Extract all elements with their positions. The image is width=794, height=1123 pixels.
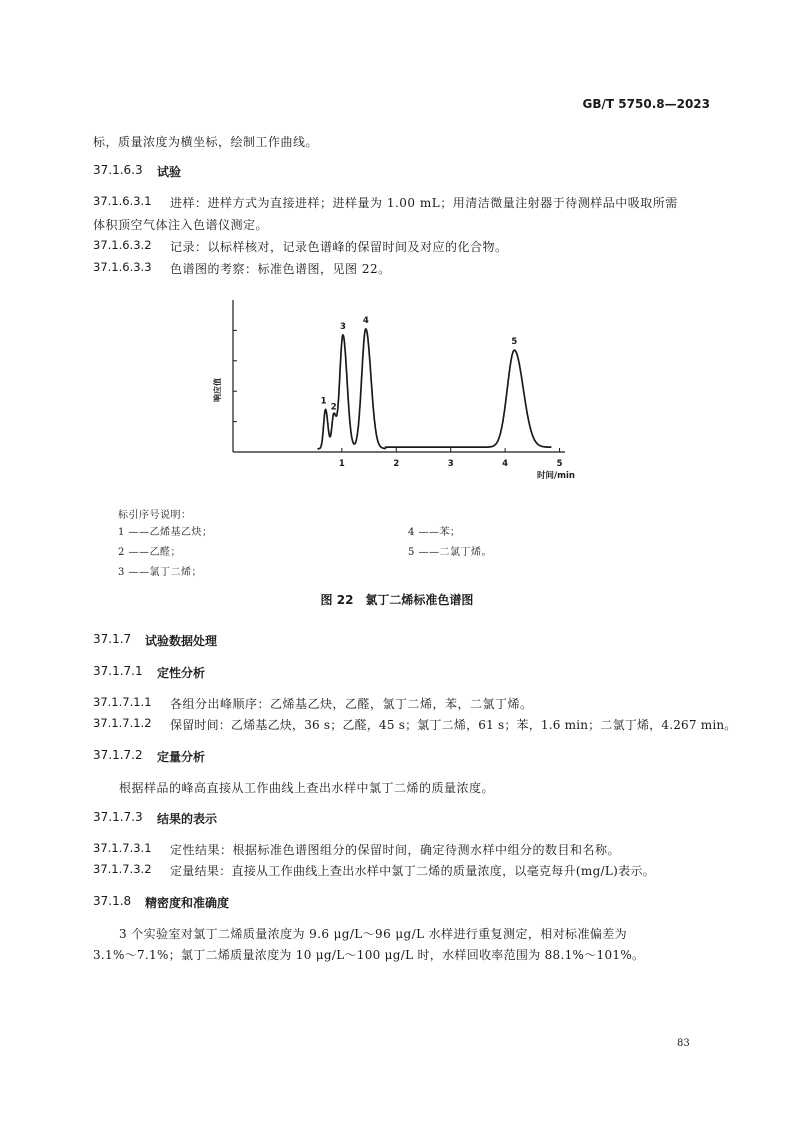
section-3717-number: 37.1.7 xyxy=(93,632,132,646)
section-37173-title: 结果的表示 xyxy=(157,812,218,826)
clause-371712-text: 保留时间：乙烯基乙炔，36 s；乙醛，45 s；氯丁二烯，61 s；苯，1.6 min；二氯丁烯，4.267 min。 xyxy=(170,718,737,732)
x-tick-label: 2 xyxy=(393,459,400,469)
legend-title: 标引序号说明： xyxy=(118,510,192,521)
quantitative-analysis-text: 根据样品的峰高直接从工作曲线上查出水样中氯丁二烯的质量浓度。 xyxy=(119,781,495,795)
page-number: 83 xyxy=(677,1038,690,1049)
section-37172-number: 37.1.7.2 xyxy=(93,748,143,762)
clause-371631-line1: 进样：进样方式为直接进样；进样量为 1.00 mL；用清洁微量注射器于待测样品中吸取所需 xyxy=(170,196,678,210)
x-tick-label: 4 xyxy=(502,459,509,469)
y-axis-label: 响应值 xyxy=(213,378,222,402)
clause-371711-text: 各组分出峰顺序：乙烯基乙炔，乙醛，氯丁二烯，苯，二氯丁烯。 xyxy=(170,697,533,711)
clause-371731-text: 定性结果：根据标准色谱图组分的保留时间，确定待测水样中组分的数目和名称。 xyxy=(170,843,621,857)
clause-371711-number: 37.1.7.1.1 xyxy=(93,695,152,709)
legend-item-3: 3 ——氯丁二烯； xyxy=(118,567,203,578)
legend-item-1: 1 ——乙烯基乙炔； xyxy=(118,527,213,538)
x-axis-label: 时间/min xyxy=(537,471,575,481)
figure-caption: 图 22 氯丁二烯标准色谱图 xyxy=(320,593,474,607)
x-tick-label: 5 xyxy=(556,459,563,469)
legend-item-5: 5 ——二氯丁烯。 xyxy=(408,547,493,558)
precision-line1: 3 个实验室对氯丁二烯质量浓度为 9.6 μg/L～96 μg/L 水样进行重复测定，相对标准偏差为 xyxy=(119,927,628,941)
chromatogram-chart xyxy=(200,290,600,490)
section-37173-number: 37.1.7.3 xyxy=(93,810,143,824)
section-3718-number: 37.1.8 xyxy=(93,894,132,908)
legend-item-2: 2 ——乙醛； xyxy=(118,547,182,558)
section-37171-title: 定性分析 xyxy=(157,666,206,680)
chart-axes xyxy=(233,300,565,452)
peak-labels xyxy=(321,316,518,413)
peak-label-3: 3 xyxy=(339,321,346,332)
section-37163-title: 试验 xyxy=(157,165,182,179)
section-37171-number: 37.1.7.1 xyxy=(93,664,143,678)
clause-371632-number: 37.1.6.3.2 xyxy=(93,238,152,252)
x-tick-labels xyxy=(339,459,563,469)
section-3718-title: 精密度和准确度 xyxy=(145,896,230,910)
clause-371731-number: 37.1.7.3.1 xyxy=(93,841,152,855)
clause-371631-number: 37.1.6.3.1 xyxy=(93,194,152,208)
section-37163-number: 37.1.6.3 xyxy=(93,163,143,177)
intro-line: 标，质量浓度为横坐标，绘制工作曲线。 xyxy=(93,135,319,149)
clause-371633-number: 37.1.6.3.3 xyxy=(93,260,152,274)
clause-371732-number: 37.1.7.3.2 xyxy=(93,862,152,876)
clause-371631-line2: 体积顶空气体注入色谱仪测定。 xyxy=(93,218,269,232)
clause-371712-number: 37.1.7.1.2 xyxy=(93,716,152,730)
section-37172-title: 定量分析 xyxy=(157,750,206,764)
peak-label-2: 2 xyxy=(330,402,337,413)
x-tick-label: 1 xyxy=(338,459,345,469)
precision-line2: 3.1%～7.1%；氯丁二烯质量浓度为 10 μg/L～100 μg/L 时，水样回收率范围为 88.1%～101%。 xyxy=(93,948,645,962)
legend-item-4: 4 ——苯； xyxy=(408,527,461,538)
clause-371632-text: 记录：以标样核对，记录色谱峰的保留时间及对应的化合物。 xyxy=(170,240,508,254)
peak-label-5: 5 xyxy=(511,337,518,348)
peak-label-1: 1 xyxy=(320,396,327,407)
x-tick-label: 3 xyxy=(447,459,454,469)
peak-label-4: 4 xyxy=(362,315,369,326)
clause-371633-text: 色谱图的考察：标准色谱图，见图 22。 xyxy=(170,262,391,276)
section-3717-title: 试验数据处理 xyxy=(145,634,218,648)
standard-number: GB/T 5750.8—2023 xyxy=(582,97,710,111)
clause-371732-text: 定量结果：直接从工作曲线上查出水样中氯丁二烯的质量浓度，以毫克每升(mg/L)表示。 xyxy=(170,864,656,878)
